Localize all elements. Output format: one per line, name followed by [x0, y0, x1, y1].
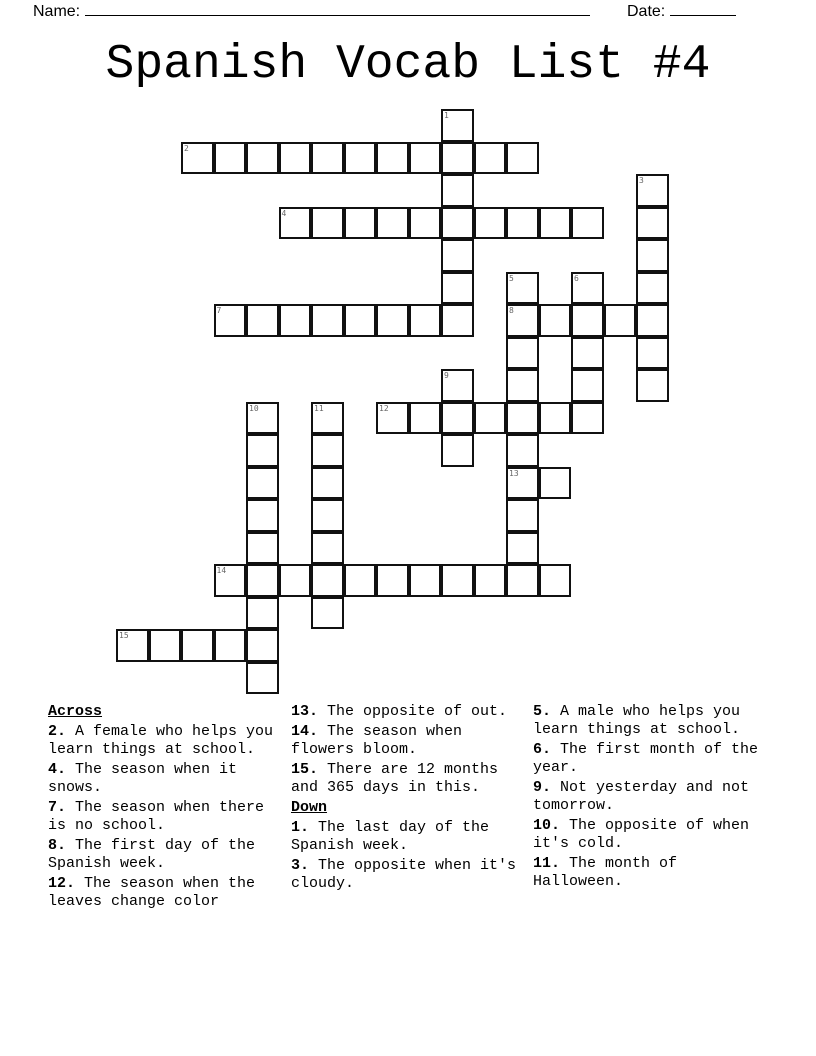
crossword-cell[interactable]	[344, 564, 377, 597]
crossword-cell[interactable]	[441, 564, 474, 597]
crossword-cell[interactable]	[571, 369, 604, 402]
crossword-cell[interactable]	[506, 207, 539, 240]
crossword-cell[interactable]	[441, 142, 474, 175]
crossword-cell[interactable]	[474, 142, 507, 175]
crossword-cell[interactable]	[636, 369, 669, 402]
crossword-cell[interactable]	[539, 304, 572, 337]
date-field[interactable]	[627, 0, 736, 21]
crossword-cell[interactable]	[181, 629, 214, 662]
crossword-cell[interactable]	[311, 207, 344, 240]
clue-down: 9. Not yesterday and not tomorrow.	[533, 779, 750, 814]
crossword-cell[interactable]	[506, 369, 539, 402]
page-title: Spanish Vocab List #4	[105, 38, 711, 92]
clue-across: 7. The season when there is no school.	[48, 799, 265, 834]
crossword-cell[interactable]	[311, 467, 344, 500]
crossword-cell[interactable]	[506, 434, 539, 467]
clue-down: 1. The last day of the Spanish week.	[291, 819, 490, 854]
crossword-cell[interactable]	[441, 239, 474, 272]
name-line[interactable]	[85, 0, 590, 16]
crossword-cell[interactable]	[246, 662, 279, 695]
crossword-cell[interactable]	[246, 499, 279, 532]
clue-number: 1	[444, 111, 449, 120]
clue-down: 6. The first month of the year.	[533, 741, 759, 776]
clue-across: 4. The season when it snows.	[48, 761, 238, 796]
crossword-cell[interactable]	[636, 304, 669, 337]
crossword-cell[interactable]	[539, 207, 572, 240]
crossword-cell[interactable]	[214, 304, 247, 337]
clues-column-1	[48, 703, 278, 913]
crossword-cell[interactable]	[506, 142, 539, 175]
clue-number: 13	[509, 468, 519, 478]
crossword-cell[interactable]	[506, 402, 539, 435]
clue-across: 15. There are 12 months and 365 days in this.	[291, 761, 499, 796]
clue-number: 4	[281, 208, 287, 218]
crossword-cell[interactable]	[246, 597, 279, 630]
crossword-cell[interactable]	[441, 402, 474, 435]
clues-column-3	[533, 703, 763, 893]
crossword-cell[interactable]	[441, 304, 474, 337]
clue-down: 11. The month of Halloween.	[533, 855, 678, 890]
crossword-cell[interactable]	[116, 629, 149, 662]
crossword-cell[interactable]	[506, 467, 539, 500]
clue-number: 12	[379, 403, 389, 413]
clue-number: 8	[509, 306, 514, 315]
crossword-cell[interactable]	[506, 304, 539, 337]
name-field[interactable]	[33, 0, 590, 21]
date-label: Date:	[627, 3, 666, 20]
crossword-cell[interactable]	[409, 142, 442, 175]
crossword-cell[interactable]	[409, 207, 442, 240]
crossword-cell[interactable]	[246, 564, 279, 597]
crossword-cell[interactable]	[246, 434, 279, 467]
clue-number: 3	[639, 176, 644, 185]
crossword-cell[interactable]	[636, 337, 669, 370]
crossword-cell[interactable]	[506, 564, 539, 597]
crossword-cell[interactable]	[441, 272, 474, 305]
crossword-cell[interactable]	[311, 532, 344, 565]
crossword-cell[interactable]	[344, 304, 377, 337]
crossword-cell[interactable]	[311, 564, 344, 597]
crossword-cell[interactable]	[636, 272, 669, 305]
crossword-cell[interactable]	[344, 142, 377, 175]
crossword-cell[interactable]	[246, 304, 279, 337]
clue-number: 9	[444, 371, 449, 380]
crossword-cell[interactable]	[636, 174, 669, 207]
clue-across: 14. The season when flowers bloom.	[291, 723, 463, 758]
crossword-cell[interactable]	[279, 142, 312, 175]
crossword-cell[interactable]	[506, 337, 539, 370]
crossword-cell[interactable]	[571, 207, 604, 240]
down-heading: Down	[291, 799, 328, 816]
crossword-cell[interactable]	[376, 304, 409, 337]
crossword-cell[interactable]	[376, 402, 409, 435]
clue-number: 5	[509, 273, 514, 283]
crossword-cell[interactable]	[409, 564, 442, 597]
crossword-cell[interactable]	[246, 532, 279, 565]
clue-across: 2. A female who helps you learn things at school.	[48, 723, 274, 758]
crossword-cell[interactable]	[311, 434, 344, 467]
crossword-cell[interactable]	[311, 499, 344, 532]
crossword-cell[interactable]	[604, 304, 637, 337]
crossword-cell[interactable]	[441, 174, 474, 207]
crossword-cell[interactable]	[246, 467, 279, 500]
crossword-cell[interactable]	[214, 564, 247, 597]
crossword-cell[interactable]	[279, 304, 312, 337]
crossword-cell[interactable]	[539, 564, 572, 597]
crossword-cell[interactable]	[311, 142, 344, 175]
crossword-cell[interactable]	[441, 207, 474, 240]
crossword-cell[interactable]	[311, 402, 344, 435]
clue-across: 12. The season when the leaves change color	[48, 875, 256, 910]
crossword-cell[interactable]	[311, 597, 344, 630]
crossword-cell[interactable]	[571, 304, 604, 337]
clue-down: 10. The opposite of when it's cold.	[533, 817, 750, 852]
crossword-cell[interactable]	[246, 629, 279, 662]
clue-number: 14	[216, 566, 227, 575]
across-heading: Across	[48, 703, 103, 720]
crossword-cell[interactable]	[409, 304, 442, 337]
crossword-cell[interactable]	[506, 272, 539, 305]
crossword-cell[interactable]	[571, 272, 604, 305]
clue-across: 13. The opposite of out.	[291, 703, 508, 720]
crossword-cell[interactable]	[246, 142, 279, 175]
clue-number: 10	[249, 403, 259, 413]
crossword-cell[interactable]	[441, 369, 474, 402]
clue-down: 3. The opposite when it's cloudy.	[291, 857, 517, 892]
crossword-cell[interactable]	[474, 207, 507, 240]
crossword-cell[interactable]	[376, 207, 409, 240]
crossword-cell[interactable]	[214, 142, 247, 175]
crossword-cell[interactable]	[506, 499, 539, 532]
clue-across: 8. The first day of the Spanish week.	[48, 837, 256, 872]
crossword-cell[interactable]	[441, 109, 474, 142]
clue-number: 7	[216, 306, 222, 315]
crossword-cell[interactable]	[571, 402, 604, 435]
crossword-cell[interactable]	[539, 467, 572, 500]
crossword-cell[interactable]	[149, 629, 182, 662]
crossword-cell[interactable]	[409, 402, 442, 435]
name-label: Name:	[33, 3, 81, 20]
clues-column-2	[291, 703, 521, 895]
date-line[interactable]	[670, 0, 736, 16]
clue-down: 5. A male who helps you learn things at school.	[533, 703, 741, 738]
crossword-cell[interactable]	[181, 142, 214, 175]
crossword-cell[interactable]	[474, 402, 507, 435]
crossword-cell[interactable]	[311, 304, 344, 337]
crossword-cell[interactable]	[571, 337, 604, 370]
crossword-cell[interactable]	[246, 402, 279, 435]
crossword-cell[interactable]	[474, 564, 507, 597]
crossword-cell[interactable]	[214, 629, 247, 662]
crossword-cell[interactable]	[539, 402, 572, 435]
clue-number: 6	[574, 273, 579, 283]
clue-number: 11	[314, 403, 324, 413]
crossword-cell[interactable]	[279, 207, 312, 240]
crossword-cell[interactable]	[636, 207, 669, 240]
clue-number: 15	[119, 631, 129, 640]
clue-number: 2	[184, 143, 189, 153]
crossword-cell[interactable]	[376, 142, 409, 175]
crossword-cell[interactable]	[506, 532, 539, 565]
crossword-cell[interactable]	[344, 207, 377, 240]
crossword-cell[interactable]	[279, 564, 312, 597]
crossword-cell[interactable]	[441, 434, 474, 467]
crossword-cell[interactable]	[636, 239, 669, 272]
crossword-cell[interactable]	[376, 564, 409, 597]
